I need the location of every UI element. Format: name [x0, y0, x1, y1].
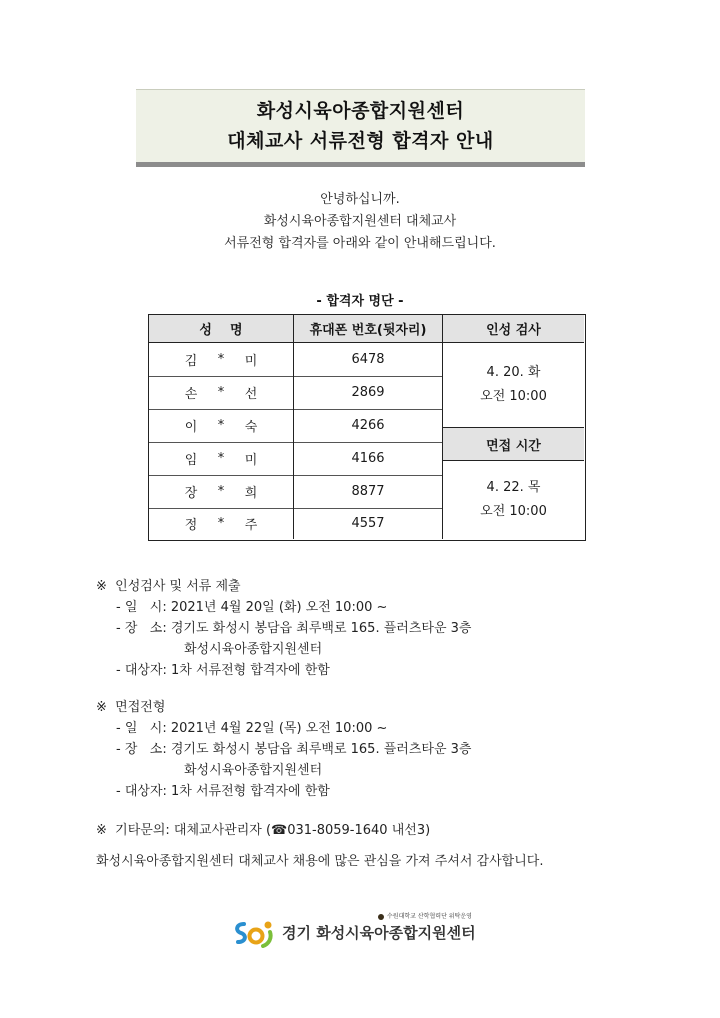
- row-4-last: 미: [244, 453, 258, 468]
- personality-time: 오전 10:00: [480, 389, 547, 404]
- row-4-first: 임: [184, 453, 198, 468]
- row-6-name: [149, 508, 293, 539]
- row-6-first: 정: [184, 518, 198, 533]
- logo-subtitle: [378, 911, 472, 920]
- personality-schedule: [442, 343, 584, 427]
- row-3-phone: 4266: [293, 409, 442, 442]
- row-5-phone: 8877: [293, 475, 442, 508]
- personality-place-line-2: 화성시육아종합지원센터: [184, 642, 323, 657]
- personality-date: 4. 20. 화: [486, 365, 541, 380]
- row-4-name: [149, 442, 293, 475]
- interview-target-line: - 대상자: 1차 서류전형 합격자에 한함: [116, 784, 330, 799]
- university-emblem-icon: [378, 914, 384, 920]
- notes: [96, 576, 471, 818]
- row-2-first: 손: [184, 387, 198, 402]
- row-6-mid: *: [217, 516, 225, 531]
- closing-message: 화성시육아종합지원센터 대체교사 채용에 많은 관심을 가져 주셔서 감사합니다.: [96, 854, 544, 869]
- row-1-last: 미: [244, 354, 258, 369]
- greeting-line-2: 화성시육아종합지원센터 대체교사: [263, 214, 457, 229]
- row-2-last: 선: [244, 387, 258, 402]
- personality-target-line: - 대상자: 1차 서류전형 합격자에 한함: [116, 663, 330, 678]
- row-3-first: 이: [184, 420, 198, 435]
- logo-name: 경기 화성시육아종합지원센터: [282, 924, 476, 942]
- center-logo-icon: [232, 918, 278, 948]
- title-line-1: 화성시육아종합지원센터: [256, 100, 465, 122]
- row-4-mid: *: [217, 451, 225, 466]
- row-6-phone: 4557: [293, 508, 442, 539]
- logo-subtitle-text: 수원대학교 산학협력단 위탁운영: [387, 913, 472, 920]
- greeting-line-3: 서류전형 합격자를 아래와 같이 안내해드립니다.: [224, 236, 496, 251]
- title-line-2: 대체교사 서류전형 합격자 안내: [227, 130, 494, 152]
- row-3-last: 숙: [244, 420, 258, 435]
- interview-place-line: - 장 소: 경기도 화성시 봉담읍 최루백로 165. 플러츠타운 3층: [116, 742, 472, 757]
- personality-place-line: - 장 소: 경기도 화성시 봉담읍 최루백로 165. 플러츠타운 3층: [116, 621, 472, 636]
- row-1-first: 김: [184, 354, 198, 369]
- row-5-mid: *: [217, 484, 225, 499]
- roster-caption: - 합격자 명단 -: [316, 294, 404, 309]
- interview-place-line-2: 화성시육아종합지원센터: [184, 763, 323, 778]
- interview-date-line: - 일 시: 2021년 4월 22일 (목) 오전 10:00 ~: [116, 721, 388, 736]
- row-2-name: [149, 376, 293, 409]
- roster-table: [148, 314, 586, 541]
- interview-date: 4. 22. 목: [486, 480, 541, 495]
- header-personality: 인성 검사: [442, 315, 584, 343]
- personality-date-line: - 일 시: 2021년 4월 20일 (화) 오전 10:00 ~: [116, 600, 388, 615]
- row-5-first: 장: [184, 486, 198, 501]
- interview-notes: [96, 697, 471, 802]
- row-1-phone: 6478: [293, 343, 442, 376]
- header-phone: 휴대폰 번호(뒷자리): [293, 315, 442, 343]
- interview-heading: ※ 면접전형: [96, 700, 166, 715]
- header-name: 성 명: [149, 315, 293, 343]
- greeting: [0, 189, 720, 255]
- personality-heading: ※ 인성검사 및 서류 제출: [96, 579, 241, 594]
- row-3-mid: *: [217, 418, 225, 433]
- row-1-mid: *: [217, 352, 225, 367]
- row-6-last: 주: [244, 518, 258, 533]
- row-5-last: 희: [244, 486, 258, 501]
- title-banner: [136, 89, 585, 167]
- center-logo: [232, 910, 492, 950]
- personality-notes: [96, 576, 471, 681]
- row-1-name: [149, 343, 293, 376]
- row-3-name: [149, 409, 293, 442]
- interview-schedule: [442, 461, 584, 539]
- greeting-line-1: 안녕하십니까.: [320, 192, 400, 207]
- row-2-phone: 2869: [293, 376, 442, 409]
- row-5-name: [149, 475, 293, 508]
- header-interview: 면접 시간: [442, 427, 584, 461]
- row-4-phone: 4166: [293, 442, 442, 475]
- row-2-mid: *: [217, 385, 225, 400]
- interview-time: 오전 10:00: [480, 504, 547, 519]
- contact-info: ※ 기타문의: 대체교사관리자 (☎031-8059-1640 내선3): [96, 823, 431, 838]
